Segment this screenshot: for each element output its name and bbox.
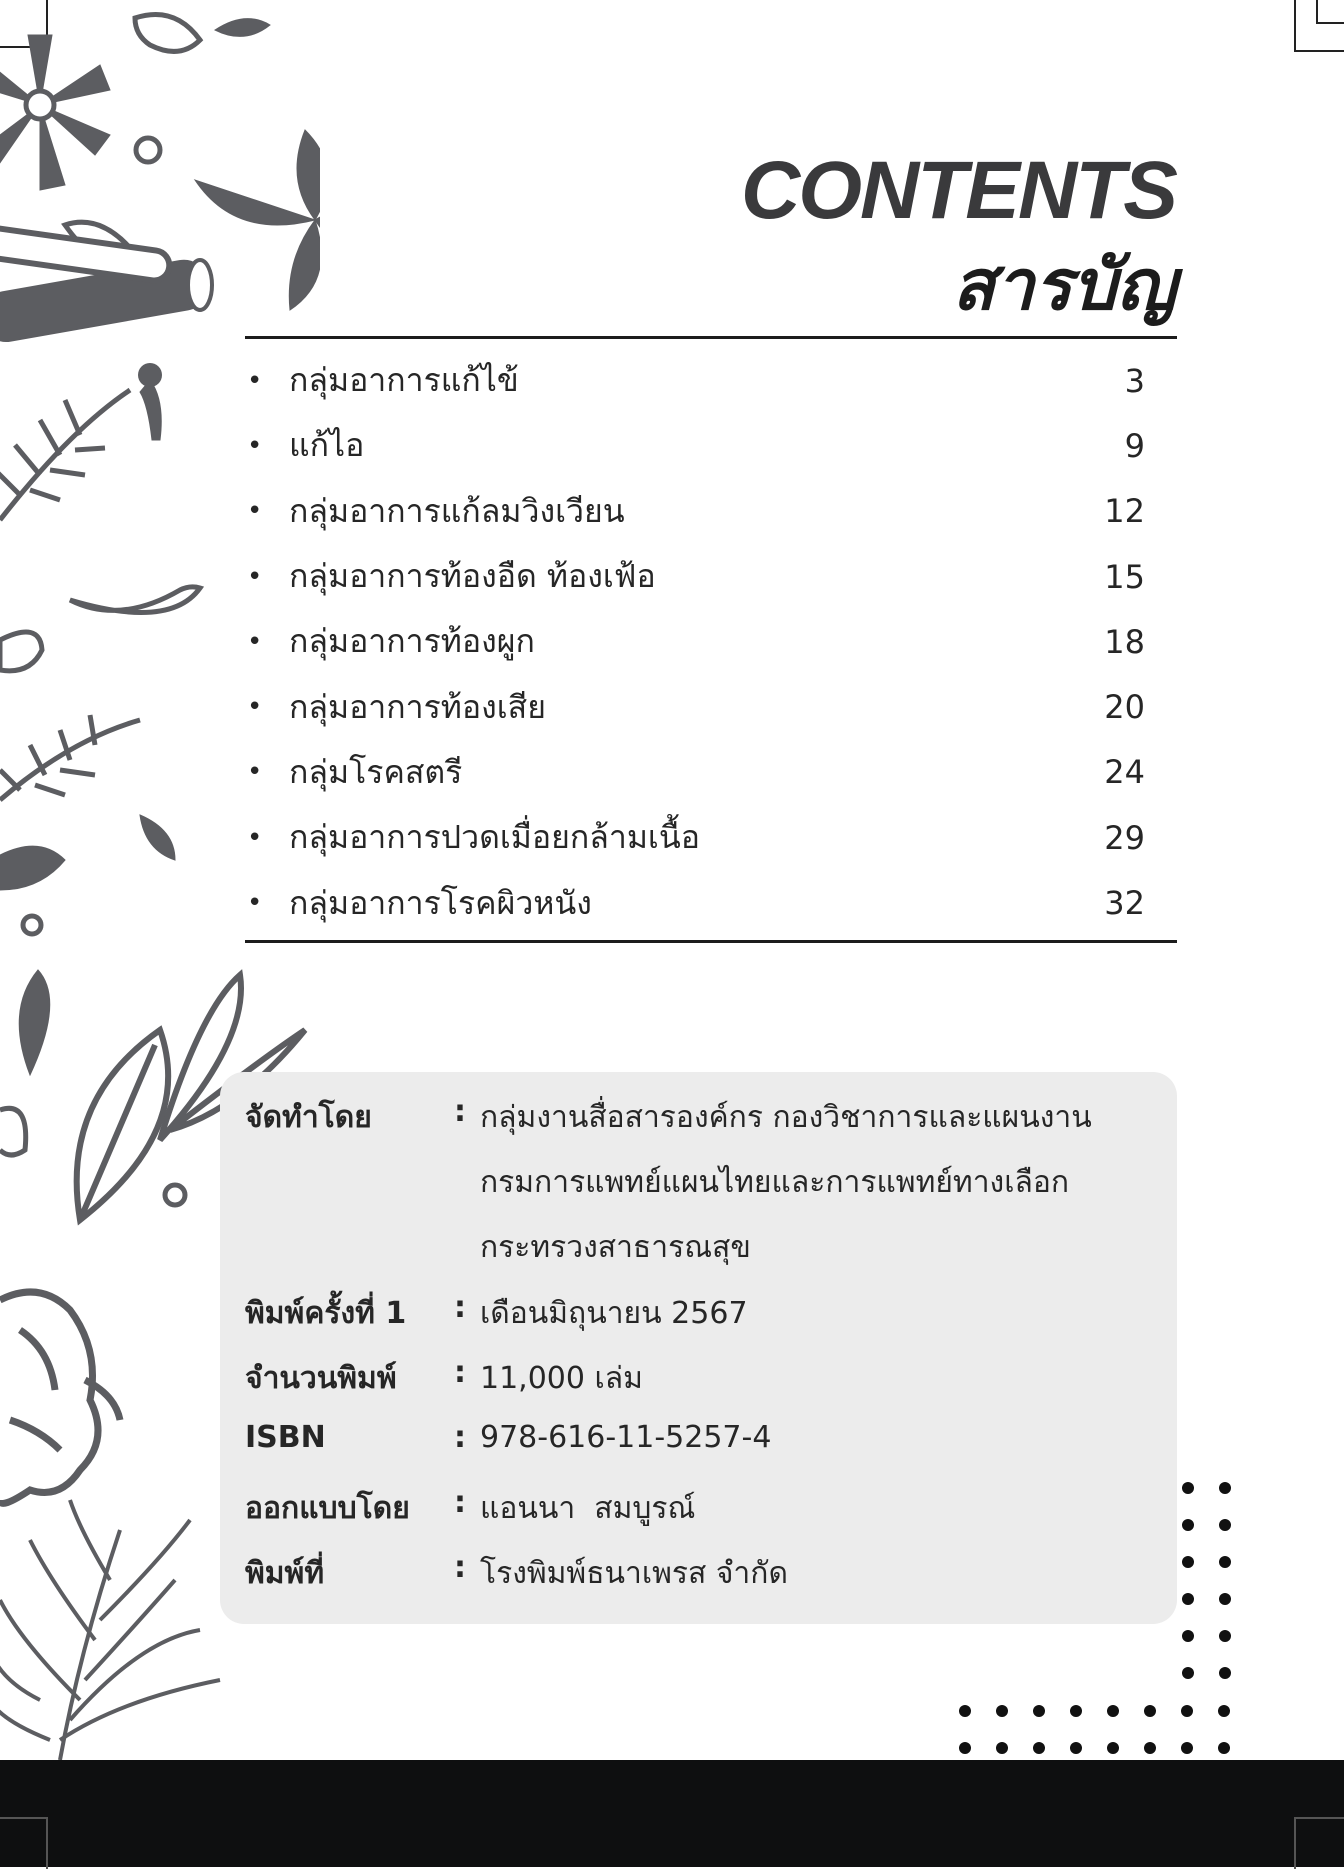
- toc-item[interactable]: [245, 805, 1145, 870]
- toc-item[interactable]: [245, 870, 1145, 935]
- toc-item-page: 12: [1104, 492, 1145, 531]
- produced-by-value-2: กรมการแพทย์แผนไทยและการแพทย์ทางเลือก: [480, 1165, 1070, 1200]
- colon: :: [454, 1094, 466, 1129]
- dill-sprig-icon: [0, 1500, 220, 1760]
- bullet-icon: •: [247, 365, 263, 396]
- copies-row: [245, 1355, 643, 1402]
- peppercorn-icon: [136, 138, 160, 162]
- dot: [1144, 1705, 1156, 1717]
- dot: [1107, 1705, 1119, 1717]
- toc-item[interactable]: [245, 348, 1145, 413]
- dot: [1219, 1593, 1231, 1605]
- copies-value: 11,000 เล่ม: [480, 1361, 643, 1396]
- toc-item[interactable]: [245, 674, 1145, 739]
- produced-by-row-2: [245, 1159, 1069, 1206]
- bullet-icon: •: [247, 888, 263, 919]
- dot: [1181, 1742, 1193, 1754]
- produced-by-row: [245, 1094, 1092, 1141]
- bullet-icon: •: [247, 757, 263, 788]
- printer-value: โรงพิมพ์ธนาเพรส จำกัด: [480, 1556, 788, 1591]
- bullet-icon: •: [247, 430, 263, 461]
- dot: [1219, 1556, 1231, 1568]
- dot: [1033, 1705, 1045, 1717]
- contents-heading-thai: สารบัญ: [952, 244, 1176, 326]
- dot: [1219, 1519, 1231, 1531]
- colon: :: [454, 1550, 466, 1585]
- designer-value: แอนนา สมบูรณ์: [480, 1491, 696, 1526]
- produced-by-value: กลุ่มงานสื่อสารองค์กร กองวิชาการและแผนงาน: [480, 1100, 1092, 1135]
- produced-by-row-3: [245, 1224, 751, 1271]
- toc-item-label: กลุ่มอาการแก้ลมวิงเวียน: [289, 491, 625, 530]
- colon: :: [454, 1290, 466, 1325]
- dot: [1219, 1482, 1231, 1494]
- bullet-icon: •: [247, 692, 263, 723]
- crop-mark-bottom-left: [0, 1817, 48, 1869]
- toc-item-page: 20: [1104, 688, 1145, 727]
- toc-item-page: 29: [1104, 818, 1145, 857]
- crop-mark-bottom-right: [1294, 1817, 1344, 1869]
- toc-item[interactable]: [245, 544, 1145, 609]
- dot: [1218, 1705, 1230, 1717]
- top-rule: [245, 336, 1177, 339]
- dot-pattern: [950, 1470, 1250, 1760]
- dot: [1182, 1630, 1194, 1642]
- dot: [1219, 1630, 1231, 1642]
- toc-item-label: แก้ไอ: [289, 426, 365, 465]
- dot: [1182, 1593, 1194, 1605]
- toc-item[interactable]: [245, 740, 1145, 805]
- dot: [1107, 1742, 1119, 1754]
- cinnamon-stick-icon: [0, 226, 213, 345]
- contents-heading: CONTENTS: [741, 145, 1176, 236]
- toc-item-page: 24: [1104, 753, 1145, 792]
- bullet-icon: •: [247, 626, 263, 657]
- toc-item-page: 32: [1104, 884, 1145, 923]
- ginger-root-icon: [0, 1292, 120, 1503]
- dot: [1070, 1705, 1082, 1717]
- isbn-row: [245, 1420, 771, 1455]
- bottom-rule: [245, 940, 1177, 943]
- dot: [959, 1705, 971, 1717]
- dot: [1219, 1667, 1231, 1679]
- dot: [1070, 1742, 1082, 1754]
- crop-mark-top-right-inner: [1316, 0, 1344, 24]
- toc-item-label: กลุ่มอาการท้องเสีย: [289, 687, 546, 726]
- toc-item-page: 15: [1104, 557, 1145, 596]
- isbn-value: 978-616-11-5257-4: [480, 1420, 772, 1455]
- printer-row: [245, 1550, 788, 1597]
- toc-item-page: 9: [1124, 426, 1145, 465]
- clove-icon: [140, 380, 161, 440]
- footer-band: [0, 1760, 1344, 1867]
- dot: [1218, 1742, 1230, 1754]
- toc-item-page: 3: [1124, 361, 1145, 400]
- isbn-label: ISBN: [245, 1420, 326, 1455]
- toc-item[interactable]: [245, 479, 1145, 544]
- dot: [1181, 1705, 1193, 1717]
- toc-item[interactable]: [245, 609, 1145, 674]
- bullet-icon: •: [247, 561, 263, 592]
- small-leaf-2-icon: [140, 815, 175, 860]
- toc-item-label: กลุ่มอาการท้องอืด ท้องเฟ้อ: [289, 557, 656, 596]
- toc-item-label: กลุ่มโรคสตรี: [289, 752, 463, 791]
- garlic-clove-icon: [135, 14, 200, 51]
- edition-row: [245, 1290, 748, 1337]
- dot: [1182, 1519, 1194, 1531]
- dot: [1182, 1482, 1194, 1494]
- colon: :: [454, 1485, 466, 1520]
- dot: [1182, 1667, 1194, 1679]
- bullet-icon: •: [247, 496, 263, 527]
- toc-item-label: กลุ่มอาการท้องผูก: [289, 622, 535, 661]
- toc-item-label: กลุ่มอาการแก้ไข้: [289, 361, 519, 400]
- dot: [959, 1742, 971, 1754]
- bullet-icon: •: [247, 822, 263, 853]
- dot: [1033, 1742, 1045, 1754]
- dot: [1182, 1556, 1194, 1568]
- toc-item-label: กลุ่มอาการโรคผิวหนัง: [289, 883, 592, 922]
- produced-by-value-3: กระทรวงสาธารณสุข: [480, 1230, 751, 1265]
- dot: [996, 1742, 1008, 1754]
- chili-pepper-icon: [70, 587, 200, 613]
- toc-item-page: 18: [1104, 622, 1145, 661]
- edition-value: เดือนมิถุนายน 2567: [480, 1296, 748, 1331]
- toc-item[interactable]: [245, 413, 1145, 478]
- garlic-clove-left-icon: [0, 632, 42, 671]
- colon: :: [454, 1420, 466, 1455]
- colon: :: [454, 1355, 466, 1390]
- edition-label: พิมพ์ครั้งที่ 1: [245, 1296, 407, 1331]
- star-anise-icon: [0, 35, 110, 190]
- dot: [996, 1705, 1008, 1717]
- printer-label: พิมพ์ที่: [245, 1556, 325, 1591]
- rosemary-sprig-icon: [0, 390, 140, 800]
- designer-label: ออกแบบโดย: [245, 1491, 410, 1526]
- copies-label: จำนวนพิมพ์: [245, 1361, 397, 1396]
- bay-leaf-dark-icon: [19, 970, 50, 1075]
- toc-item-label: กลุ่มอาการปวดเมื่อยกล้ามเนื้อ: [289, 818, 700, 857]
- designer-row: [245, 1485, 695, 1532]
- table-of-contents: [245, 348, 1145, 936]
- dot: [1144, 1742, 1156, 1754]
- produced-by-label: จัดทำโดย: [245, 1100, 372, 1135]
- cardamom-icon: [0, 846, 65, 890]
- small-leaf-icon: [215, 19, 270, 37]
